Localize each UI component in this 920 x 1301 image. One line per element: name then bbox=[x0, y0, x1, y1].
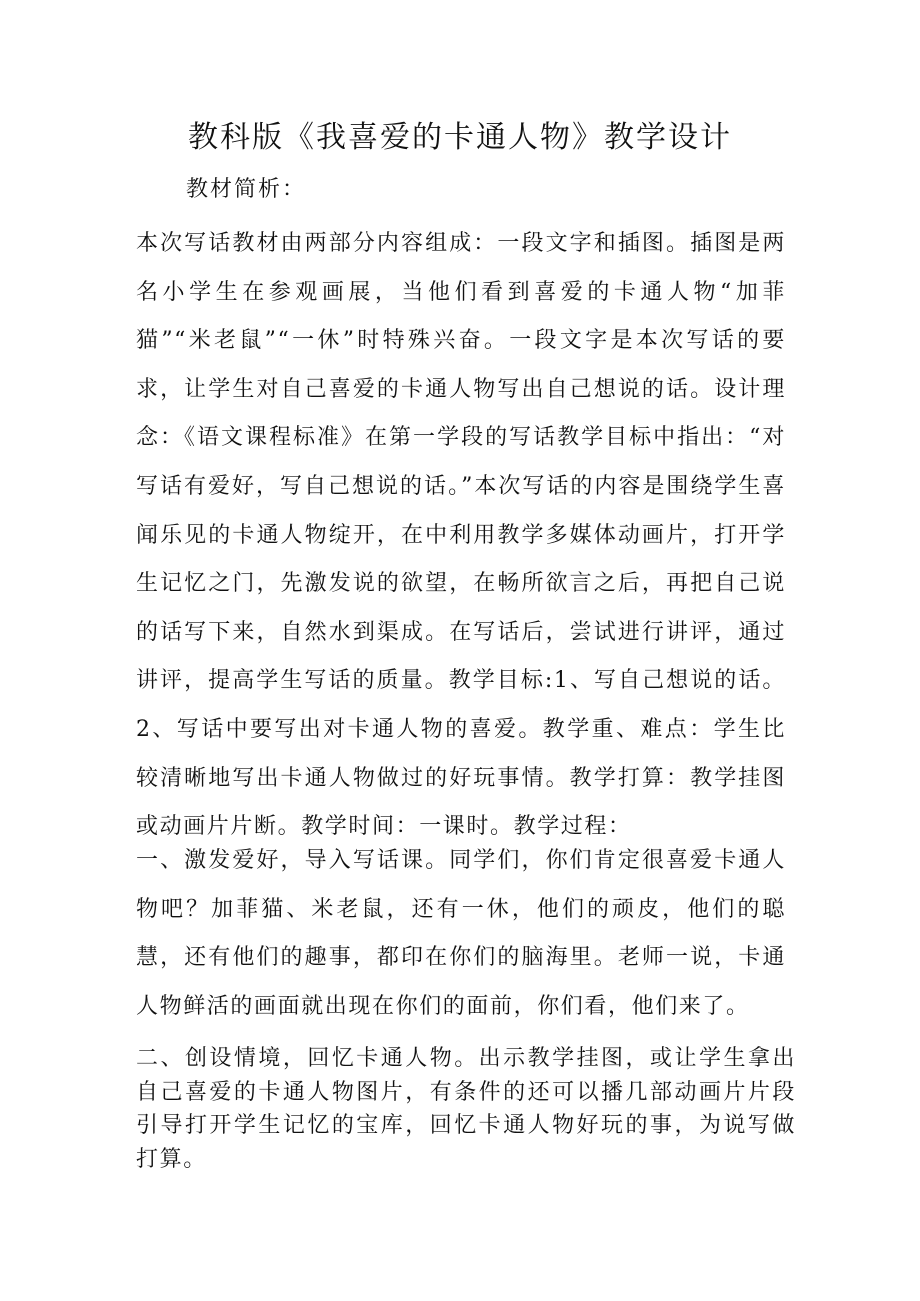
document-title: 教科版《我喜爱的卡通人物》教学设计 bbox=[188, 120, 732, 155]
paragraph-analysis: 本次写话教材由两部分内容组成：一段文字和插图。插图是两名小学生在参观画展，当他们看到喜爱的卡通人物“加菲猫”“米老鼠”“一休”时特殊兴奋。一段文字是本次写话的要求，让学生对自己喜爱的卡通人物写出自己想说的话。设计理念：《语文课程标准》在第一学段的写话教学目标中指出：“对写话有爱好，写自己想说的话。”本次写话的内容是围绕学生喜闻乐见的卡通人物绽开，在中利用教学多媒体动画片，打开学生记忆之门，先激发说的欲望，在畅所欲言之后，再把自己说的话写下来，自然水到渠成。在写话后，尝试进行讲评，通过讲评，提高学生写话的质量。教学目标:1、写自己想说的话。2、写话中要写出对卡通人物的喜爱。教学重、难点：学生比较清晰地写出卡通人物做过的好玩事情。教学打算：教学挂图或动画片片断。教学时间：一课时。教学过程： bbox=[136, 231, 786, 840]
paragraph-step-one: 一、激发爱好，导入写话课。同学们，你们肯定很喜爱卡通人物吧？加菲猫、米老鼠，还有一休，他们的顽皮，他们的聪慧，还有他们的趣事，都印在你们的脑海里。老师一说，卡通人物鲜活的画面就出现在你们的面前，你们看，他们来了。 bbox=[136, 848, 786, 1019]
paragraph-step-two: 二、创设情境，回忆卡通人物。出示教学挂图，或让学生拿出自己喜爱的卡通人物图片，有条件的还可以播几部动画片片段引导打开学生记忆的宝库，回忆卡通人物好玩的事，为说写做打算。 bbox=[136, 1046, 796, 1172]
section-heading: 教材简析： bbox=[186, 177, 307, 202]
